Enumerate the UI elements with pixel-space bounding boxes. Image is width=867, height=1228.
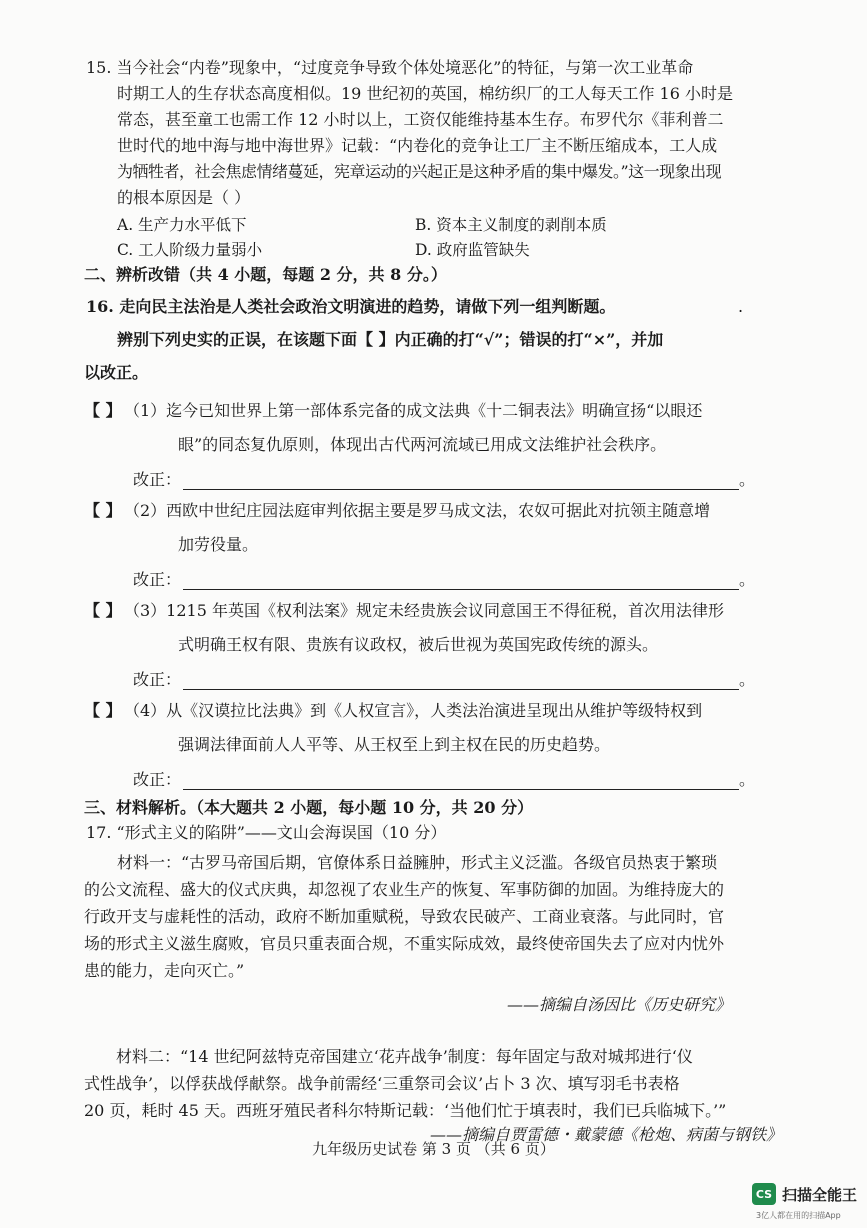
judge-item-1 [84,398,702,421]
material-1-line-3: 行政开支与虚耗性的活动，政府不断加重赋税，导致农民破产、工商业衰落。与此同时，官 [84,907,725,926]
judge-item-4-text: （4）从《汉谟拉比法典》到《人权宣言》，人类法治演进呈现出从维护等级特权到 [124,701,703,720]
judge-item-4-cont: 强调法律面前人人平等、从王权至上到主权在民的历史趋势。 [178,735,611,754]
fix-label: 改正： [133,570,182,589]
stray-dot: . [738,297,744,316]
fix-label: 改正： [133,670,182,689]
q16-instruction-1: 辨别下列史实的正误，在该题下面【 】内正确的打“√”；错误的打“×”，并加 [117,330,664,349]
material-1-line-4: 场的形式主义滋生腐败，官员只重表面合规，不重实际成效，最终使帝国失去了应对内忧外 [84,934,725,953]
answer-bracket-1[interactable]: 【 】 [84,401,122,420]
q15-line-2: 时期工人的生存状态高度相似。19 世纪初的英国，棉纺织厂的工人每天工作 16 小时是 [117,84,733,103]
answer-bracket-4[interactable]: 【 】 [84,701,122,720]
judge-item-3 [84,598,724,621]
fix-row-1 [133,467,755,490]
q15-line-1: 15. 当今社会“内卷”现象中，“过度竞争导致个体处境恶化”的特征，与第一次工业革命 [86,58,694,77]
judge-item-1-cont: 眼”的同态复仇原则，体现出古代两河流域已用成文法维护社会秩序。 [178,435,667,454]
material-2-source: ——摘编自贾雷德・戴蒙德《枪炮、病菌与钢铁》 [430,1125,783,1144]
section-3-title: 三、材料解析。（本大题共 2 小题，每小题 10 分，共 20 分） [84,798,534,817]
q17-title: 17. “形式主义的陷阱”——文山会海误国（10 分） [86,823,447,842]
fix-period: 。 [739,470,756,489]
fix-answer-line-1[interactable] [183,471,739,490]
fix-label: 改正： [133,470,182,489]
material-1-line-5: 患的能力，走向灭亡。” [84,961,245,980]
answer-bracket-2[interactable]: 【 】 [84,501,122,520]
q16-stem: 16. 走向民主法治是人类社会政治文明演进的趋势，请做下列一组判断题。 [86,297,616,316]
answer-bracket-3[interactable]: 【 】 [84,601,122,620]
fix-answer-line-3[interactable] [183,671,739,690]
section-2-title: 二、辨析改错（共 4 小题，每题 2 分，共 8 分。） [84,265,447,284]
material-1-line-2: 的公文流程、盛大的仪式庆典，却忽视了农业生产的恢复、军事防御的加固。为维持庞大的 [84,880,725,899]
material-1-line-1: 材料一：“古罗马帝国后期，官僚体系日益臃肿，形式主义泛滥。各级官员热衷于繁琐 [117,853,718,872]
q15-option-c: C. 工人阶级力量弱小 [117,241,263,259]
fix-period: 。 [739,770,756,789]
judge-item-3-text: （3）1215 年英国《权利法案》规定未经贵族会议同意国王不得征税，首次用法律形 [124,601,724,620]
q15-line-3: 常态，甚至童工也需工作 12 小时以上，工资仅能维持基本生存。布罗代尔《菲利普二 [117,110,724,129]
material-2-line-3: 20 页，耗时 45 天。西班牙殖民者科尔特斯记载：‘当他们忙于填表时，我们已兵临城下。’” [84,1101,727,1120]
material-1-source: ——摘编自汤因比《历史研究》 [507,995,732,1014]
material-2-line-2: 式性战争’，以俘获战俘献祭。战争前需经‘三重祭司会议’占卜 3 次、填写羽毛书表格 [84,1074,680,1093]
judge-item-4 [84,698,702,721]
q15-option-b: B. 资本主义制度的剥削本质 [415,216,607,234]
fix-label: 改正： [133,770,182,789]
q15-option-a: A. 生产力水平低下 [117,216,247,234]
scanner-watermark [752,1183,857,1205]
judge-item-2-text: （2）西欧中世纪庄园法庭审判依据主要是罗马成文法，农奴可据此对抗领主随意增 [124,501,711,520]
q15-line-4: 世时代的地中海与地中海世界》记载：“内卷化的竞争让工厂主不断压缩成本，工人成 [117,136,718,155]
q16-instruction-2: 以改正。 [84,363,149,382]
watermark-name: 扫描全能王 [782,1185,858,1204]
fix-answer-line-4[interactable] [183,771,739,790]
cs-logo-icon: CS [752,1183,776,1205]
fix-period: 。 [739,570,756,589]
q15-option-d: D. 政府监管缺失 [415,241,530,259]
judge-item-2 [84,498,710,521]
watermark-tagline: 3亿人都在用的扫描App [756,1211,841,1220]
material-2-line-1: 材料二：“14 世纪阿兹特克帝国建立‘花卉战争’制度：每年固定与敌对城邦进行‘仪 [116,1047,693,1066]
judge-item-1-text: （1）迄今已知世界上第一部体系完备的成文法典《十二铜表法》明确宣扬“以眼还 [124,401,703,420]
q15-line-5: 为牺牲者，社会焦虑情绪蔓延，宪章运动的兴起正是这种矛盾的集中爆发。”这一现象出现 [117,162,722,181]
fix-row-4 [133,767,755,790]
q15-line-6: 的根本原因是（ ） [117,188,251,207]
fix-row-3 [133,667,755,690]
fix-answer-line-2[interactable] [183,571,739,590]
page-footer: 九年级历史试卷 第 3 页 （共 6 页） [312,1140,555,1158]
fix-period: 。 [739,670,756,689]
fix-row-2 [133,567,755,590]
judge-item-3-cont: 式明确王权有限、贵族有议政权，被后世视为英国宪政传统的源头。 [178,635,659,654]
judge-item-2-cont: 加劳役量。 [178,535,259,554]
